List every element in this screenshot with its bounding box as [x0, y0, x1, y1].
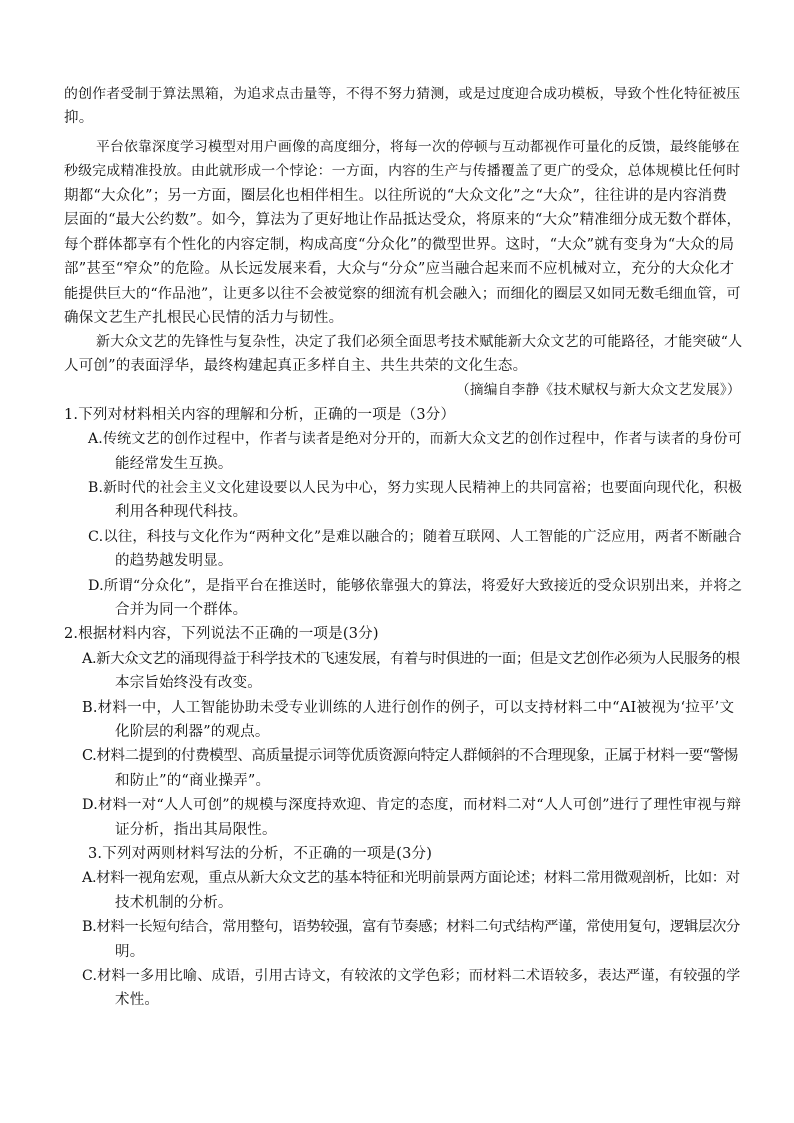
question-2-option-c: C.材料二提到的付费模型、高质量提示词等优质资源向特定人群倾斜的不合理现象，正属于材料一要“警惕: [82, 748, 738, 764]
question-2-option-a: A.新大众文艺的涌现得益于科学技术的飞速发展，有着与时俱进的一面；但是文艺创作必须为人民服务的根: [82, 651, 740, 667]
question-1-option-c-cont: 的趋势越发明显。: [115, 553, 233, 569]
passage-line: 部”甚至“窄众”的危险。从长远发展来看，大众与“分众”应当融合起来而不应机械对立，充分的大众化才: [64, 261, 735, 277]
question-1-option-c: C.以往，科技与文化作为“两种文化”是难以融合的；随着互联网、人工智能的广泛应用，两者不断融合: [88, 529, 742, 545]
question-1-stem: 1.下列对材料相关内容的理解和分析，正确的一项是（3分）: [64, 407, 456, 423]
question-1-option-d: D.所谓“分众化”，是指平台在推送时，能够依靠强大的算法，将爱好大致接近的受众识别出来，并将之: [88, 578, 743, 594]
question-2-option-b: B.材料一中，人工智能协助未受专业训练的人进行创作的例子，可以支持材料二中“AI被视为‘拉平’文: [82, 700, 735, 716]
question-2-option-d-cont: 证分析，指出其局限性。: [115, 822, 277, 838]
passage-line: 抑。: [64, 110, 94, 126]
question-3-option-b: B.材料一长短句结合，常用整句，语势较强，富有节奏感；材料二句式结构严谨，常使用复句，逻辑层次分: [82, 919, 740, 935]
passage-line: 平台依靠深度学习模型对用户画像的高度细分，将每一次的停顿与互动都视作可量化的反馈，最终能够在: [96, 139, 740, 155]
passage-line: 的创作者受制于算法黑箱，为追求点击量等，不得不努力猜测，或是过度迎合成功模板，导致个性化特征被压: [64, 86, 741, 102]
question-3-option-c: C.材料一多用比喻、成语，引用古诗文，有较浓的文学色彩；而材料二术语较多，表达严谨，有较强的学: [82, 968, 741, 984]
passage-line: 确保文艺生产扎根民心民情的活力与韧性。: [64, 310, 344, 326]
passage-line: 每个群体都享有个性化的内容定制，构成高度“分众化”的微型世界。这时，“大众”就有变身为“大众的局: [64, 237, 735, 253]
question-2-option-d: D.材料一对“人人可创”的规模与深度持欢迎、肯定的态度，而材料二对“人人可创”进行了理性审视与辩: [82, 797, 742, 813]
question-1-option-d-cont: 合并为同一个群体。: [115, 602, 248, 618]
question-2-option-b-cont: 化阶层的利器”的观点。: [115, 724, 270, 740]
question-2-stem: 2.根据材料内容，下列说法不正确的一项是(3分): [64, 626, 379, 642]
question-1-option-a: A.传统文艺的创作过程中，作者与读者是绝对分开的，而新大众文艺的创作过程中，作者与读者的身份可: [88, 431, 742, 447]
passage-line: 期都“大众化”；另一方面，圈层化也相伴相生。以往所说的“大众文化”之“大众”，往往讲的是内容消费: [64, 188, 728, 204]
question-3-stem: 3.下列对两则材料写法的分析，不正确的一项是(3分): [88, 846, 433, 862]
question-3-option-c-cont: 术性。: [115, 992, 160, 1008]
question-2-option-a-cont: 本宗旨始终没有改变。: [115, 675, 262, 691]
question-3-option-b-cont: 明。: [115, 944, 145, 960]
question-1-option-a-cont: 能经常发生互换。: [115, 456, 233, 472]
passage-line: 层面的“最大公约数”。如今，算法为了更好地让作品抵达受众，将原来的“大众”精准细分成无数个群体，: [64, 212, 742, 228]
source-citation: （摘编自李静《技术赋权与新大众文艺发展》）: [456, 382, 741, 398]
passage-line: 秒级完成精准投放。由此就形成一个悖论：一方面，内容的生产与传播覆盖了更广的受众，总体规模比任何时: [64, 163, 741, 179]
passage-line: 新大众文艺的先锋性与复杂性，决定了我们必须全面思考技术赋能新大众文艺的可能路径，才能突破“人: [96, 334, 743, 350]
question-2-option-c-cont: 和防止”的“商业操弄”。: [115, 773, 271, 789]
question-3-option-a: A.材料一视角宏观，重点从新大众文艺的基本特征和光明前景两方面论述；材料二常用微观剖析，比如：对: [82, 870, 740, 886]
question-1-option-b: B.新时代的社会主义文化建设要以人民为中心，努力实现人民精神上的共同富裕；也要面向现代化，积极: [88, 480, 743, 496]
passage-line: 能提供巨大的“作品池”，让更多以往不会被觉察的细流有机会融入；而细化的圈层又如同无数毛细血管，可: [64, 286, 741, 302]
passage-line: 人可创”的表面浮华，最终构建起真正多样自主、共生共荣的文化生态。: [64, 358, 528, 374]
question-1-option-b-cont: 利用各种现代科技。: [115, 504, 248, 520]
question-3-option-a-cont: 技术机制的分析。: [115, 895, 233, 911]
